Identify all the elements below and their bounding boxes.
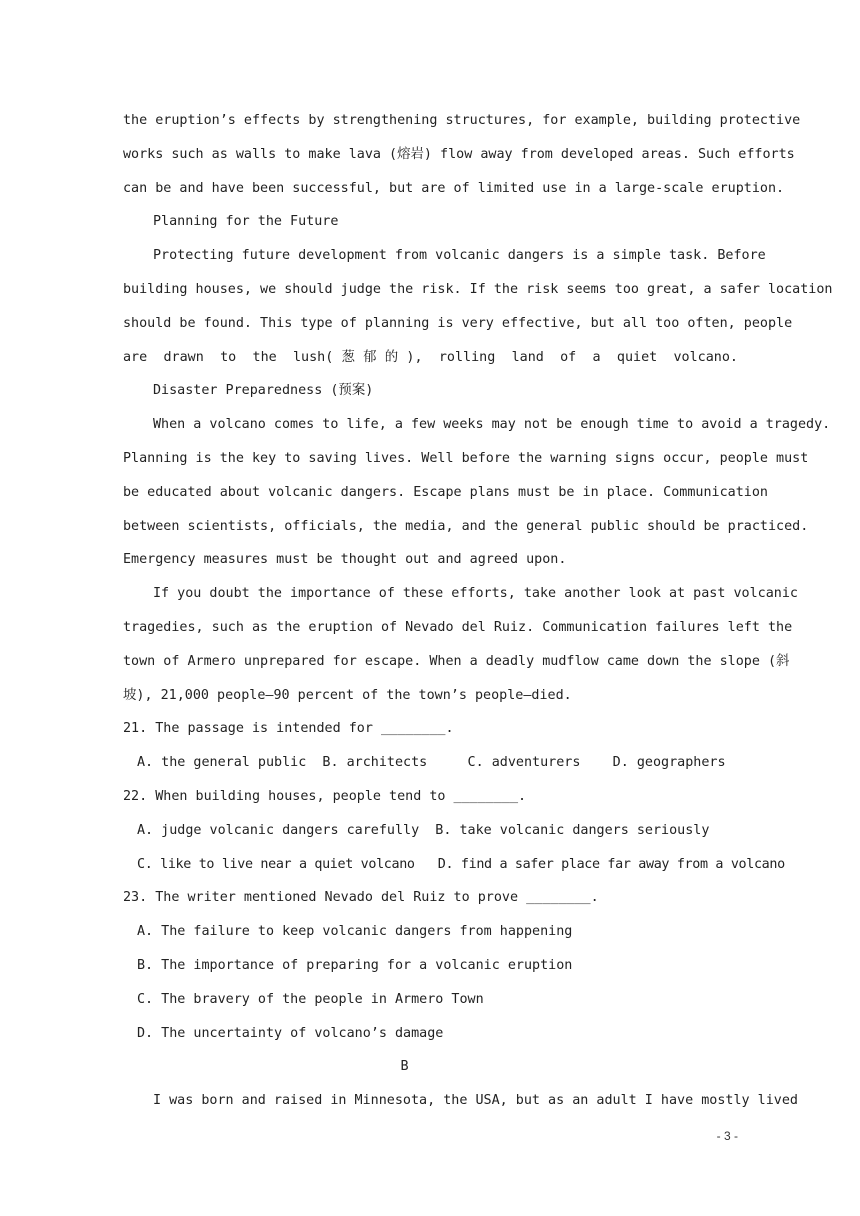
question-21-stem: 21. The passage is intended for ________. [123,721,454,737]
passage-a-para1-line1: the eruption’s effects by strengthening structures, for example, building protective [123,113,801,128]
passage-a-para2-line1: Protecting future development from volcanic dangers is a simple task. Before [153,248,766,264]
question-22-options-row1: A. judge volcanic dangers carefully B. take volcanic dangers seriously [137,822,710,838]
passage-a-para3-line2: Planning is the key to saving lives. Well before the warning signs occur, people must [123,450,809,466]
passage-a-para2-line3: should be found. This type of planning is very effective, but all too often, people [123,315,793,331]
passage-a-para3-line4: between scientists, officials, the media, and the general public should be practiced. [123,518,809,534]
passage-a-para3-line5: Emergency measures must be thought out and agreed upon. [123,552,567,568]
question-23-stem: 23. The writer mentioned Nevado del Ruiz to prove ________. [123,890,599,906]
passage-a-para4-line1: If you doubt the importance of these efforts, take another look at past volcanic [153,586,798,602]
section-b-label: B [400,1059,409,1075]
passage-a-para3-line3: be educated about volcanic dangers. Escape plans must be in place. Communication [123,484,768,500]
question-21-options: A. the general public B. architects C. adventurers D. geographers [137,755,726,771]
question-23-option-c: C. The bravery of the people in Armero Town [137,991,484,1007]
heading-planning-future: Planning for the Future [153,214,339,230]
question-23-option-b: B. The importance of preparing for a volcanic eruption [137,957,573,973]
document-page [123,104,833,1118]
question-23-option-d: D. The uncertainty of volcano’s damage [137,1025,444,1041]
question-23-option-a: A. The failure to keep volcanic dangers from happening [137,924,573,940]
passage-a-para4-line4: 坡), 21,000 people—90 percent of the town’s people—died. [123,687,572,703]
question-22-options-row2: C. like to live near a quiet volcano D. find a safer place far away from a volcano [137,856,785,872]
passage-a-para1-line3: can be and have been successful, but are of limited use in a large-scale eruption. [123,180,785,196]
passage-a-para1-line2: works such as walls to make lava (熔岩) flow away from developed areas. Such efforts [123,146,795,162]
passage-a-para2-line4: are drawn to the lush(葱郁的), rolling land of a quiet volcano. [123,349,738,365]
passage-a-para4-line2: tragedies, such as the eruption of Nevado del Ruiz. Communication failures left the [123,619,793,635]
passage-a-para3-line1: When a volcano comes to life, a few weeks may not be enough time to avoid a tragedy. [153,417,831,433]
passage-a-para4-line3: town of Armero unprepared for escape. When a deadly mudflow came down the slope (斜 [123,653,790,669]
heading-disaster-preparedness: Disaster Preparedness (预案) [153,383,374,399]
section-b-first-line: I was born and raised in Minnesota, the USA, but as an adult I have mostly lived [153,1093,798,1109]
page-number: - 3 - [716,1129,738,1143]
passage-a-para2-line2: building houses, we should judge the risk. If the risk seems too great, a safer location [123,281,833,297]
question-22-stem: 22. When building houses, people tend to ________. [123,788,527,804]
